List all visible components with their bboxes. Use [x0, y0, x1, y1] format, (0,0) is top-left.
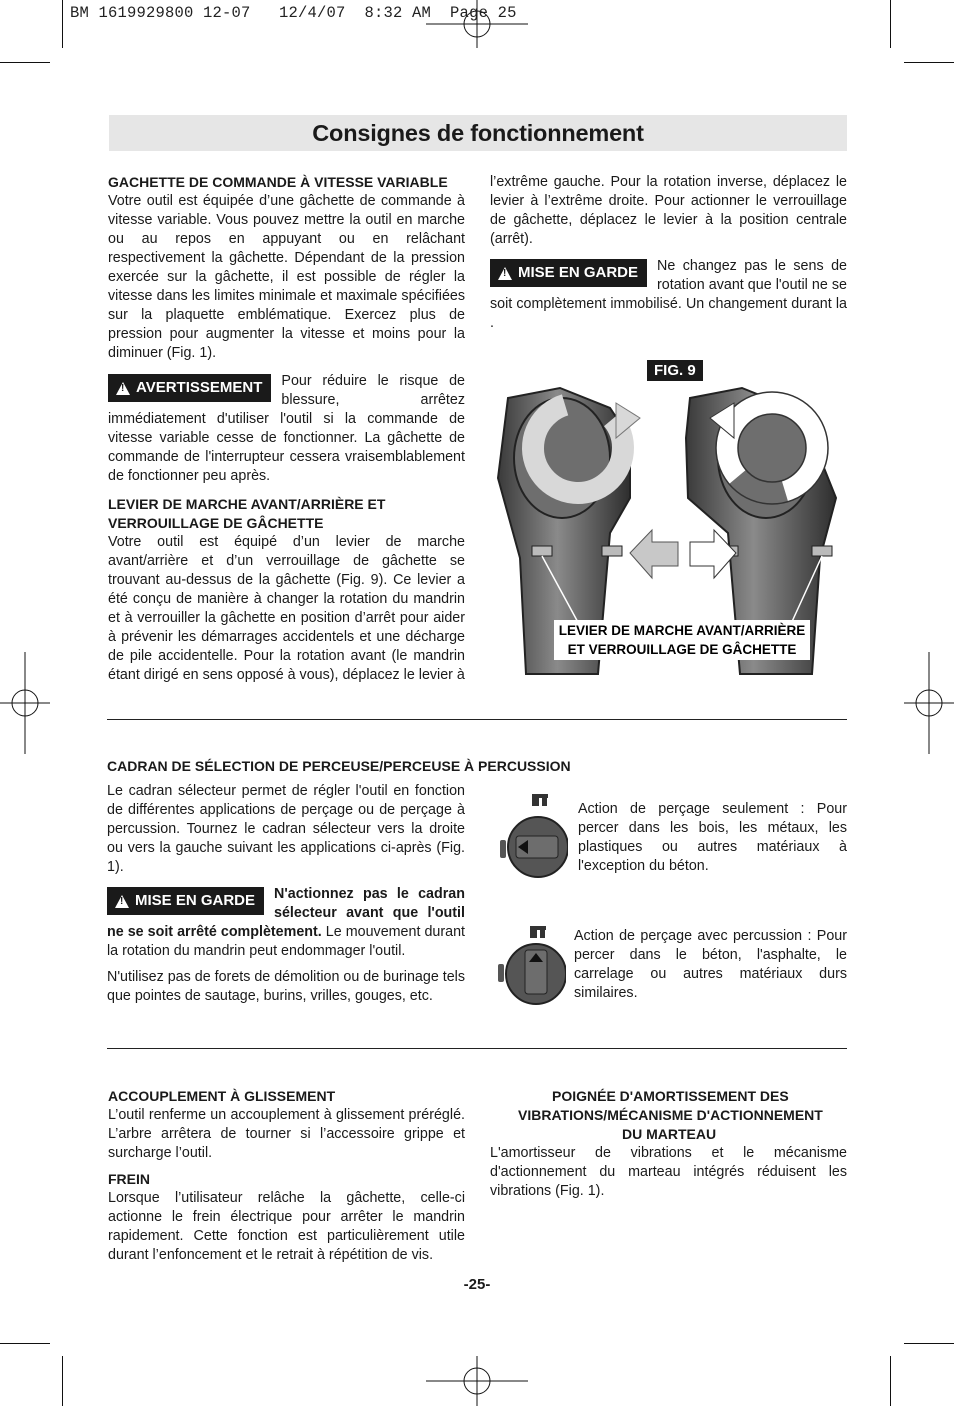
- registration-mark-right: [904, 652, 954, 754]
- figure-9-caption-line1: LEVIER DE MARCHE AVANT/ARRIÈRE: [558, 623, 806, 638]
- vibration-heading-line1: POIGNÉE D'AMORTISSEMENT DES: [552, 1088, 789, 1104]
- variable-speed-heading: GACHETTE DE COMMANDE À VITESSE VARIABLE: [108, 174, 448, 190]
- page-title: Consignes de fonctionnement: [312, 120, 644, 146]
- reverse-lever-heading-line1: LEVIER DE MARCHE AVANT/ARRIÈRE ET: [108, 496, 386, 512]
- left-top-column: [108, 173, 465, 685]
- figure-9-label: FIG. 9: [647, 360, 703, 381]
- caution-block-top: [490, 257, 847, 333]
- title-bar: [109, 115, 847, 151]
- drill-mode-description: [578, 800, 847, 876]
- registration-mark-bottom: [426, 1356, 528, 1406]
- hammer-mode-description: [574, 927, 847, 1003]
- reverse-lever-heading-line2: VERROUILLAGE DE GÂCHETTE: [108, 515, 324, 531]
- warning-label: AVERTISSEMENT: [136, 379, 263, 396]
- caution-badge-top: [490, 259, 647, 287]
- dial-heading-wrap: [107, 757, 847, 776]
- caution-text-top: Ne changez pas le sens de rotation avant que l'outil ne se soit complètement immobilisé. Un changement durant la .: [490, 258, 847, 331]
- clutch-paragraph: L’outil renferme un accouplement à glissement préréglé. L’arbre arrêtera de tourner si l’accessoire grippe et surcharge l’outil.: [108, 1107, 465, 1161]
- divider-1: [107, 719, 847, 720]
- warning-triangle-icon: [498, 267, 512, 280]
- caution-badge-dial: [107, 887, 264, 915]
- bottom-right-column: [490, 1087, 847, 1201]
- divider-2: [107, 1048, 847, 1049]
- brake-heading: FREIN: [108, 1171, 150, 1187]
- reverse-lever-paragraph: Votre outil est équipé d’un levier de marche avant/arrière et d’un verrouillage de gâchette se trouvant au-dessus de la gâchette (Fig. 9). Ce levier a été conçu de manière à changer la rotation du mandrin et à verrouiller la gâchette en position d’arrêt pour aider à prévenir les démarrages accidentels et une décharge de pile accidentelle. Pour la rotation avant (le mandrin étant dirigé en sens opposé à vous), déplacez le levier à: [108, 534, 465, 683]
- hammer-mode-dial-icon: [494, 922, 566, 1012]
- dial-paragraph: Le cadran sélecteur permet de régler l'outil en fonction de différentes applications de perçage ou de perçage à percussion. Tournez le cadran sélecteur vers la droite ou vers la gauche suivant les applications ci-après (Fig. 1).: [107, 783, 465, 875]
- page-number: -25-: [463, 1276, 491, 1293]
- vibration-heading-line2: VIBRATIONS/MÉCANISME D'ACTIONNEMENT: [518, 1107, 823, 1123]
- warning-badge: [108, 374, 271, 402]
- dial-heading: CADRAN DE SÉLECTION DE PERCEUSE/PERCEUSE À PERCUSSION: [107, 758, 571, 774]
- dial-left-column: [107, 782, 465, 1006]
- rotation-paragraph: l’extrême gauche. Pour la rotation inverse, déplacez le levier à l’extrême droite. Pour actionner le verrouillage de gâchette, déplacez le levier à la position centrale (arrêt).: [490, 174, 847, 247]
- drill-mode-dial-icon: [496, 790, 568, 880]
- caution-rest-dial: Le mouvement durant la rotation du mandrin peut endommager l'outil.: [107, 924, 465, 959]
- caution-bold-dial: N'actionnez pas le cadran sélecteur avant que l'outil ne se soit arrêté complètement.: [107, 886, 465, 940]
- caution-label-top: MISE EN GARDE: [518, 264, 639, 281]
- vibration-heading-line3: DU MARTEAU: [622, 1126, 717, 1142]
- caution-label-dial: MISE EN GARDE: [135, 892, 256, 909]
- vibration-paragraph: L'amortisseur de vibrations et le mécanisme d'actionnement du marteau intégrés réduisent les vibrations (Fig. 1).: [490, 1145, 847, 1199]
- hammer-mode-text: Action de perçage avec percussion : Pour percer dans le béton, l'asphalte, le carrelage ou autres matériaux durs similaires.: [574, 928, 847, 1001]
- registration-mark-left: [0, 652, 50, 754]
- brake-paragraph: Lorsque l’utilisateur relâche la gâchette, celle-ci actionne le frein électrique pour arrêter le mandrin rapidement. Cette fonction est particulièrement utile durant l’enfoncement et le retrait à répétition de vis.: [108, 1190, 465, 1263]
- clutch-heading: ACCOUPLEMENT À GLISSEMENT: [108, 1088, 336, 1104]
- figure-9-caption-line2: ET VERROUILLAGE DE GÂCHETTE: [567, 642, 797, 657]
- arrow-left-icon: [630, 530, 678, 578]
- dial-paragraph-2: N'utilisez pas de forets de démolition ou de burinage tels que pointes de sautage, burins, vrilles, gouges, etc.: [107, 969, 465, 1004]
- print-slug: BM 1619929800 12-07 12/4/07 8:32 AM Page 25: [70, 4, 517, 22]
- bottom-left-column: [108, 1087, 465, 1265]
- caution-block-dial: [107, 885, 465, 961]
- warning-block: [108, 372, 465, 486]
- warning-triangle-icon: [116, 382, 130, 395]
- warning-text: Pour réduire le risque de blessure, arrêtez immédiatement d'utiliser l'outil si la commande de vitesse variable cesse de fonctionner. La gâchette de commande de l'interrupteur cessera vraisemblablement de fonctionner peu après.: [108, 373, 465, 484]
- warning-triangle-icon: [115, 895, 129, 908]
- right-top-column: [490, 173, 847, 333]
- variable-speed-paragraph: Votre outil est équipée d’une gâchette de commande à vitesse variable. Vous pouvez mettre la outil en marche ou au repos en appuyant ou en relâchant respectivement la gâchette. Dépendant de la pression exercée sur la gâchette, il est possible de régler la vitesse dans les limites minimale et maximale spécifiées sur la plaquette emblématique. Exercez plus de pression pour augmenter la vitesse et moins pour la diminuer (Fig. 1).: [108, 193, 465, 361]
- figure-9-illustration: [490, 358, 847, 676]
- drill-mode-text: Action de perçage seulement : Pour percer dans les bois, les métaux, les plastiques ou autres matériaux à l'exception du béton.: [578, 801, 847, 874]
